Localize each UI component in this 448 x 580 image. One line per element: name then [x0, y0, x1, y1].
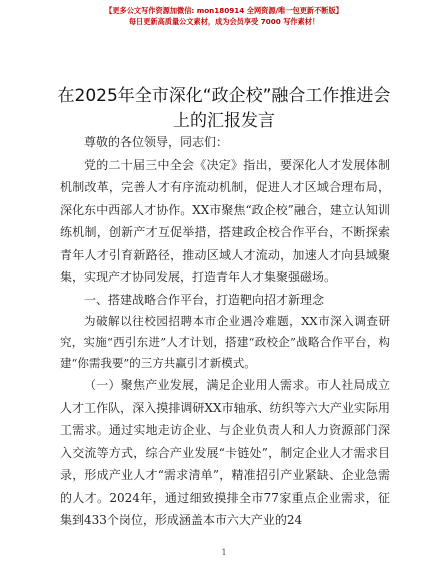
promo-banner-line-2: 每日更新高质量公文素材，成为会员享受 7000 写作素材！ [128, 17, 320, 26]
page-number: 1 [221, 548, 227, 557]
promo-banner-line-1: 【更多公文写作资源加微信: mon180914 全网资源/唯一包更新不断版】 [105, 6, 343, 15]
section-heading: 一、搭建战略合作平台，打造靶向招才新理念 [84, 292, 325, 307]
salutation: 尊敬的各位领导，同志们： [84, 135, 229, 149]
paragraph-section-intro: 为破解以往校园招聘本市企业遇冷难题，XX市深入调查研究，实施“西引东进”人才计划，搭建“政校企”战略合作平台，构建“你需我要”的三方共赢引才新模式。 [60, 314, 390, 370]
title-line-1: 在2025年全市深化“政企校”融合工作推进会 [57, 86, 391, 106]
document-body [60, 131, 390, 532]
title-line-2: 上的汇报发言 [173, 111, 275, 131]
paragraph-intro: 党的二十届三中全会《决定》指出，要深化人才发展体制机制改革，完善人才有序流动机制，促进人才区域合理布局，深化东中西部人才协作。XX市聚焦“政企校”融合，建立认知训练机制，创新产才互促举措，搭建政企校合作平台，不断探索青年人才引育新路径，推动区域人才流动，加速人才向县域聚集，实现产才协同发展，打造青年人才集聚强磁场。 [60, 157, 390, 284]
document-title [30, 84, 418, 134]
paragraph-subsection-1: （一）聚焦产业发展，满足企业用人需求。市人社局成立人才工作队，深入摸排调研XX市轴承、纺织等六大产业实际用工需求。通过实地走访企业、与企业负责人和人力资源部门深入交流等方式，综合产业发展“卡链处”，制定企业人才需求目录，形成产业人才“需求清单”，精准招引产业紧缺、企业急需的人才。2024年，通过细致摸排全市77家重点企业需求，征集到433个岗位，形成涵盖本市六大产业的24 [60, 378, 390, 527]
